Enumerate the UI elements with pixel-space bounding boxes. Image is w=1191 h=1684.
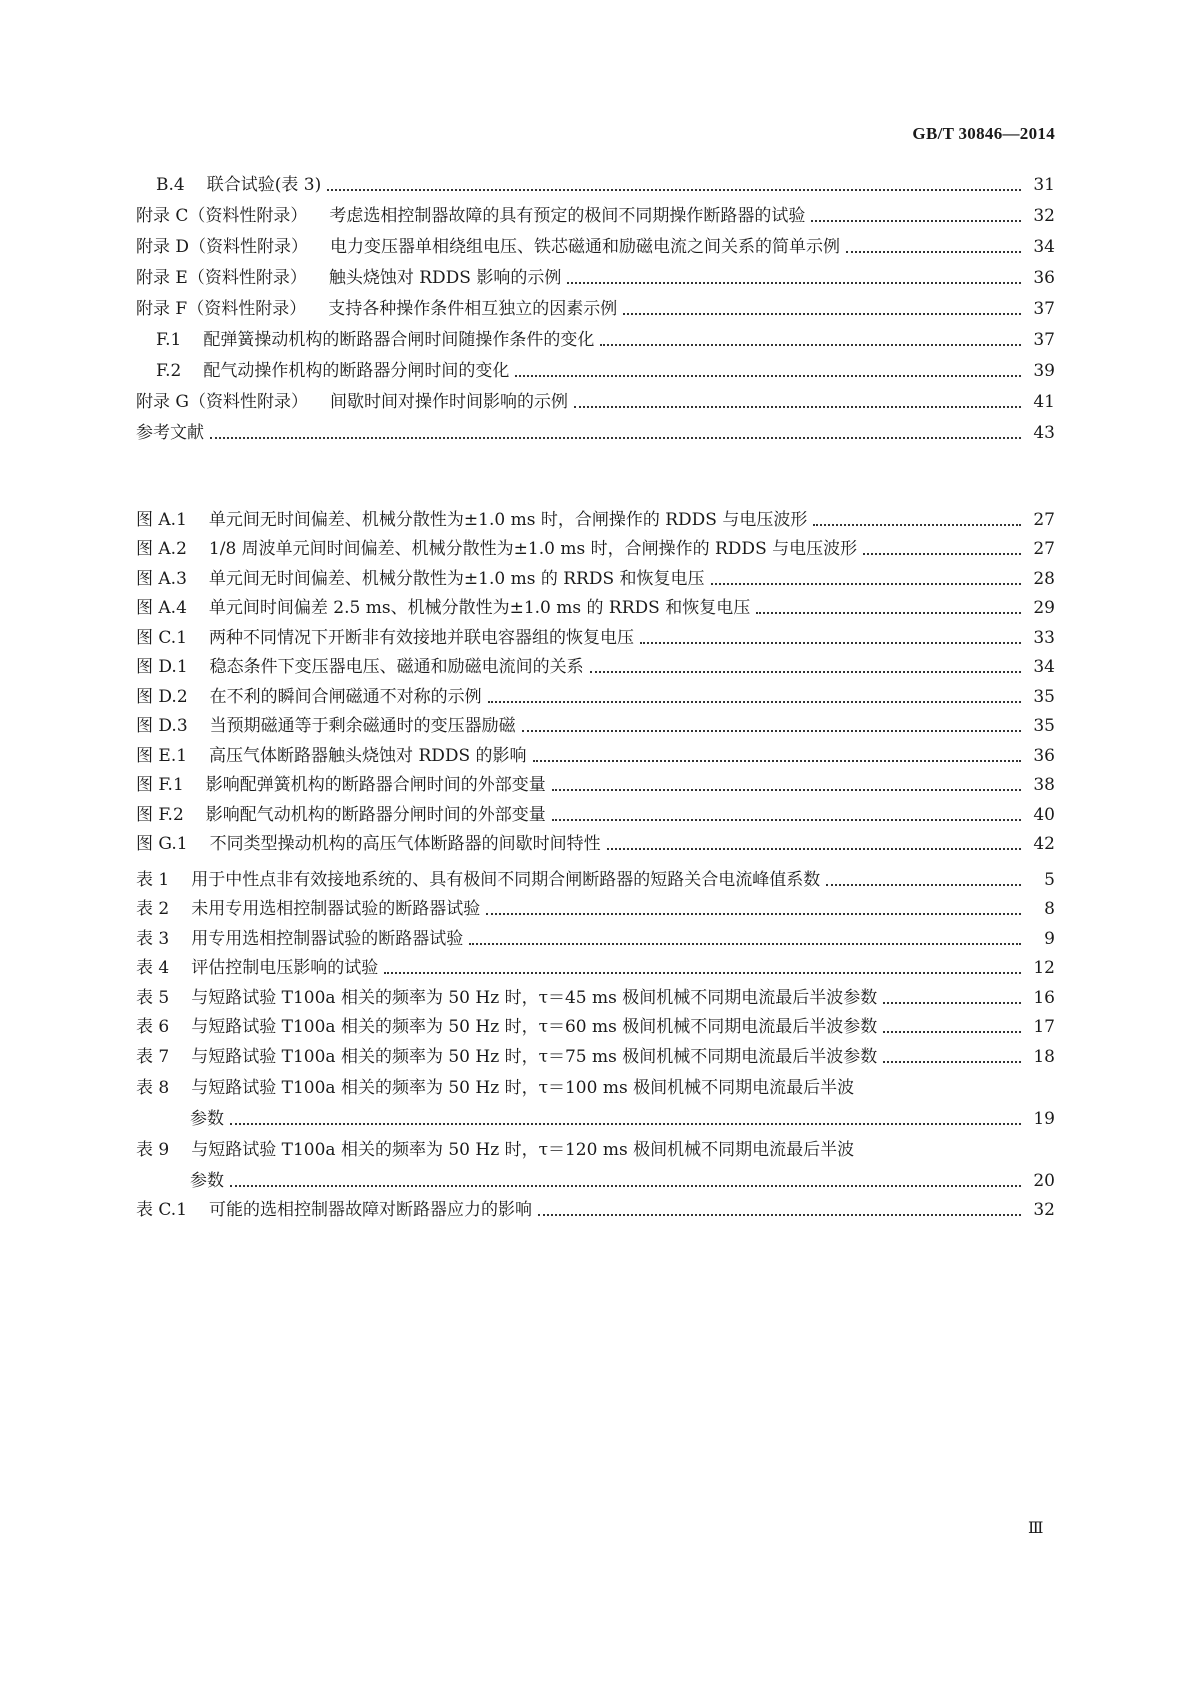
toc-entry-title: 当预期磁通等于剩余磁通时的变压器励磁 [209,716,516,736]
toc-entry[interactable] [136,648,1055,678]
toc-entry-lead [136,1200,1027,1220]
toc-entry-title-continuation: 参数 [190,1108,224,1129]
toc-entry-title: 不同类型操动机构的高压气体断路器的间歇时间特性 [209,834,601,854]
toc-entry-title: 用于中性点非有效接地系统的、具有极间不同期合闸断路器的短路关合电流峰值系数 [191,869,821,890]
toc-entry-title: 影响配弹簧机构的断路器合闸时间的外部变量 [205,775,546,795]
toc-entry[interactable] [136,559,1055,589]
toc-entry-lead [136,539,1027,559]
toc-entry-number: 表 9 [136,1139,170,1160]
toc-entry-number: 图 A.4 [136,598,187,618]
toc-entry-number: 表 3 [136,928,170,949]
toc-entry-lead [136,569,1027,589]
toc-entry[interactable] [136,381,1055,412]
toc-entry-lead [136,1171,1027,1191]
toc-entry-number: 表 4 [136,958,170,978]
dot-leader [469,942,1021,945]
dot-leader [552,818,1021,821]
dot-leader [883,1030,1021,1033]
toc-entry-title: 考虑选相控制器故障的具有预定的极间不同期操作断路器的试验 [329,206,806,226]
toc-entry-number: 图 D.3 [136,716,188,736]
toc-page-number: 43 [1033,423,1055,443]
toc-entry-number: F.2 [156,361,182,381]
dot-leader [756,611,1021,614]
toc-entry-title: 单元间无时间偏差、机械分散性为±1.0 ms 的 RRDS 和恢复电压 [208,568,705,589]
toc-entry-number: 图 A.2 [136,539,187,559]
toc-entry[interactable] [136,530,1055,560]
dot-leader [623,312,1021,315]
toc-page-number: 27 [1033,539,1055,559]
dot-leader [711,582,1021,585]
toc-entry-title: 与短路试验 T100a 相关的频率为 50 Hz 时，τ＝75 ms 极间机械不同期电流最后半波参数 [191,1046,878,1067]
toc-entry[interactable] [136,618,1055,648]
toc-entry-number: 表 C.1 [136,1200,188,1220]
toc-entry-lead [136,929,1027,949]
toc-entry[interactable] [136,677,1055,707]
dot-leader [811,219,1021,222]
toc-entry-line [136,1067,1055,1098]
toc-entry-lead [136,268,1027,288]
toc-entry-number: 图 D.2 [136,686,188,707]
toc-page-number: 38 [1033,775,1055,795]
toc-entry-lead [136,392,1027,412]
dot-leader [600,343,1021,346]
toc-entry[interactable] [136,766,1055,796]
toc-entry[interactable] [136,195,1055,226]
dot-leader [522,729,1021,732]
toc-entry[interactable] [136,288,1055,319]
toc-entry[interactable] [136,919,1055,949]
toc-page-number: 40 [1033,804,1055,825]
toc-entry-number: 图 A.1 [136,509,187,530]
toc-entry-number: 附录 C（资料性附录） [136,206,308,226]
toc-entry[interactable] [136,1098,1055,1129]
toc-entry-lead [136,1017,1027,1037]
dot-leader [488,700,1021,703]
toc-entry-title: 与短路试验 T100a 相关的频率为 50 Hz 时，τ＝120 ms 极间机械不同期电流最后半波 [191,1139,855,1160]
toc-entry[interactable] [136,860,1055,890]
toc-entry-lead [136,361,1027,381]
toc-page-number: 37 [1033,330,1055,350]
toc-figures [136,500,1055,854]
toc-entry[interactable] [136,257,1055,288]
toc-page-number: 9 [1044,928,1055,949]
toc-entry-title: 可能的选相控制器故障对断路器应力的影响 [209,1200,533,1220]
toc-entry-number: 表 8 [136,1077,170,1098]
toc-entry-number: 图 A.3 [136,568,187,589]
toc-entry-number: 图 E.1 [136,745,188,766]
toc-entry-lead [136,746,1027,766]
toc-entry-lead [136,775,1027,795]
toc-entry-number: 表 1 [136,869,170,890]
toc-entry[interactable] [136,350,1055,381]
dot-leader [883,1060,1021,1063]
toc-page-number: 18 [1033,1046,1055,1067]
toc-entry-number: 图 D.1 [136,657,188,677]
toc-entry[interactable] [136,1008,1055,1038]
toc-entry-title: 配气动操作机构的断路器分闸时间的变化 [203,361,510,381]
toc-entry-title: 与短路试验 T100a 相关的频率为 50 Hz 时，τ＝45 ms 极间机械不同期电流最后半波参数 [191,987,878,1008]
toc-entry[interactable] [136,825,1055,855]
toc-page-number: 34 [1033,657,1055,677]
toc-entry[interactable] [136,795,1055,825]
dot-leader [486,912,1021,915]
toc-entry-lead [136,1047,1027,1067]
dot-leader [883,1001,1021,1004]
dot-leader [826,883,1021,886]
dot-leader [384,971,1021,974]
toc-entry[interactable] [136,412,1055,443]
toc-tables [136,860,1055,1220]
toc-entry-title: 两种不同情况下开断非有效接地并联电容器组的恢复电压 [209,627,635,648]
toc-entry-title: 配弹簧操动机构的断路器合闸时间随操作条件的变化 [203,330,595,350]
dot-leader [863,552,1021,555]
toc-entry-lead [136,510,1027,530]
toc-page-number: 35 [1033,686,1055,707]
toc-page-number: 34 [1033,237,1055,257]
toc-entry[interactable] [136,978,1055,1008]
toc-entry-number: 附录 D（资料性附录） [136,237,309,257]
toc-entry-lead [136,805,1027,825]
toc-page-number: 37 [1033,299,1055,319]
toc-entry-lead [136,299,1027,319]
toc-entry-title: 单元间无时间偏差、机械分散性为±1.0 ms 时，合闸操作的 RDDS 与电压波形 [208,509,808,530]
toc-entry[interactable] [136,1191,1055,1221]
toc-page-number: 8 [1044,899,1055,919]
toc-entry-lead [136,330,1027,350]
toc-entry-line [136,1129,1055,1160]
toc-entry-title: 与短路试验 T100a 相关的频率为 50 Hz 时，τ＝100 ms 极间机械不同期电流最后半波 [191,1077,855,1098]
toc-entry-number: 图 G.1 [136,834,188,854]
toc-entry-lead [136,175,1027,195]
toc-page-number: 36 [1033,745,1055,766]
toc-entry-lead [136,988,1027,1008]
toc-page-number: 27 [1033,509,1055,530]
toc-entry-number: 附录 F（资料性附录） [136,299,307,319]
toc-entry-lead [136,598,1027,618]
standard-number-header: GB/T 30846—2014 [912,124,1055,143]
toc-entry-lead [136,870,1027,890]
toc-entry-number: 附录 E（资料性附录） [136,268,307,288]
toc-page-number: 5 [1044,869,1055,890]
toc-entry-number: B.4 [156,175,185,195]
toc-entry-lead [136,628,1027,648]
toc-entry-lead [136,1109,1027,1129]
toc-entry-number: F.1 [156,330,182,350]
toc-page-number: 35 [1033,716,1055,736]
toc-sections [136,164,1055,443]
toc-entry-title: 用专用选相控制器试验的断路器试验 [191,928,464,949]
dot-leader [567,281,1021,284]
dot-leader [538,1213,1021,1216]
toc-entry-lead [136,834,1027,854]
toc-entry[interactable] [136,707,1055,737]
toc-entry[interactable] [136,1160,1055,1191]
toc-page-number: 41 [1033,392,1055,412]
toc-entry[interactable] [136,890,1055,920]
toc-entry-lead [136,958,1027,978]
toc-entry-number: 表 6 [136,1017,170,1037]
toc-entry-title: 触头烧蚀对 RDDS 影响的示例 [328,268,562,288]
toc-entry-title: 支持各种操作条件相互独立的因素示例 [328,299,618,319]
toc-entry-number: 图 C.1 [136,627,188,648]
toc-entry-title-continuation: 参数 [190,1170,224,1191]
dot-leader [230,1184,1021,1187]
toc-entry-title: 在不利的瞬间合闸磁通不对称的示例 [209,686,482,707]
dot-leader [552,788,1021,791]
toc-entry[interactable] [136,226,1055,257]
toc-page-number: 29 [1033,598,1055,618]
toc-entry-title: 稳态条件下变压器电压、磁通和励磁电流间的关系 [209,657,584,677]
dot-leader [813,523,1021,526]
dot-leader [607,847,1021,850]
toc-entry-title: 电力变压器单相绕组电压、铁芯磁通和励磁电流之间关系的简单示例 [330,237,841,257]
dot-leader [846,250,1021,253]
toc-entry-lead [136,206,1027,226]
toc-page-number: 19 [1033,1108,1055,1129]
toc-entry-number: 表 2 [136,899,170,919]
dot-leader [515,374,1021,377]
dot-leader [210,436,1021,439]
toc-entry-title: 间歇时间对操作时间影响的示例 [329,392,568,412]
toc-page-number: 42 [1033,834,1055,854]
toc-page-number: 17 [1033,1017,1055,1037]
dot-leader [574,405,1021,408]
dot-leader [533,759,1021,762]
toc-entry-title: 单元间时间偏差 2.5 ms、机械分散性为±1.0 ms 的 RRDS 和恢复电压 [208,598,751,618]
toc-entry-lead [136,899,1027,919]
toc-entry[interactable] [136,500,1055,530]
toc-entry-lead [136,716,1027,736]
toc-entry-number: 表 7 [136,1046,170,1067]
dot-leader [590,670,1021,673]
toc-entry-number: 图 F.1 [136,775,184,795]
toc-page-number: 31 [1033,175,1055,195]
toc-entry-number: 图 F.2 [136,804,184,825]
toc-entry-lead [136,657,1027,677]
dot-leader [327,188,1021,191]
toc-page-number: 12 [1033,958,1055,978]
toc-entry-number: 附录 G（资料性附录） [136,392,308,412]
page-number: Ⅲ [1028,1518,1044,1537]
toc-entry[interactable] [136,736,1055,766]
toc-page-number: 28 [1033,568,1055,589]
toc-entry-lead [136,237,1027,257]
toc-entry-title: 高压气体断路器触头烧蚀对 RDDS 的影响 [209,745,527,766]
toc-entry-number: 表 5 [136,987,170,1008]
toc-page-number: 36 [1033,268,1055,288]
toc-page-number: 20 [1033,1170,1055,1191]
toc-page-number: 32 [1033,206,1055,226]
toc-entry[interactable] [136,164,1055,195]
toc-entry[interactable] [136,949,1055,979]
dot-leader [640,641,1021,644]
toc-entry-lead [136,687,1027,707]
dot-leader [230,1122,1021,1125]
toc-entry[interactable] [136,1037,1055,1067]
toc-entry-title: 影响配气动机构的断路器分闸时间的外部变量 [205,804,546,825]
toc-entry-title: 未用专用选相控制器试验的断路器试验 [191,899,481,919]
toc-entry-title: 联合试验(表 3) [206,175,322,195]
toc-entry-title: 评估控制电压影响的试验 [191,958,379,978]
toc-entry-lead [136,423,1027,443]
toc-entry[interactable] [136,589,1055,619]
toc-page-number: 33 [1033,627,1055,648]
toc-entry[interactable] [136,319,1055,350]
toc-entry-title: 参考文献 [136,423,204,443]
toc-page-number: 16 [1033,987,1055,1008]
toc-entry-title: 与短路试验 T100a 相关的频率为 50 Hz 时，τ＝60 ms 极间机械不同期电流最后半波参数 [191,1017,878,1037]
toc-page-number: 32 [1033,1200,1055,1220]
toc-page-number: 39 [1033,361,1055,381]
toc-entry-title: 1/8 周波单元间时间偏差、机械分散性为±1.0 ms 时，合闸操作的 RDDS 与电压波形 [208,539,858,559]
